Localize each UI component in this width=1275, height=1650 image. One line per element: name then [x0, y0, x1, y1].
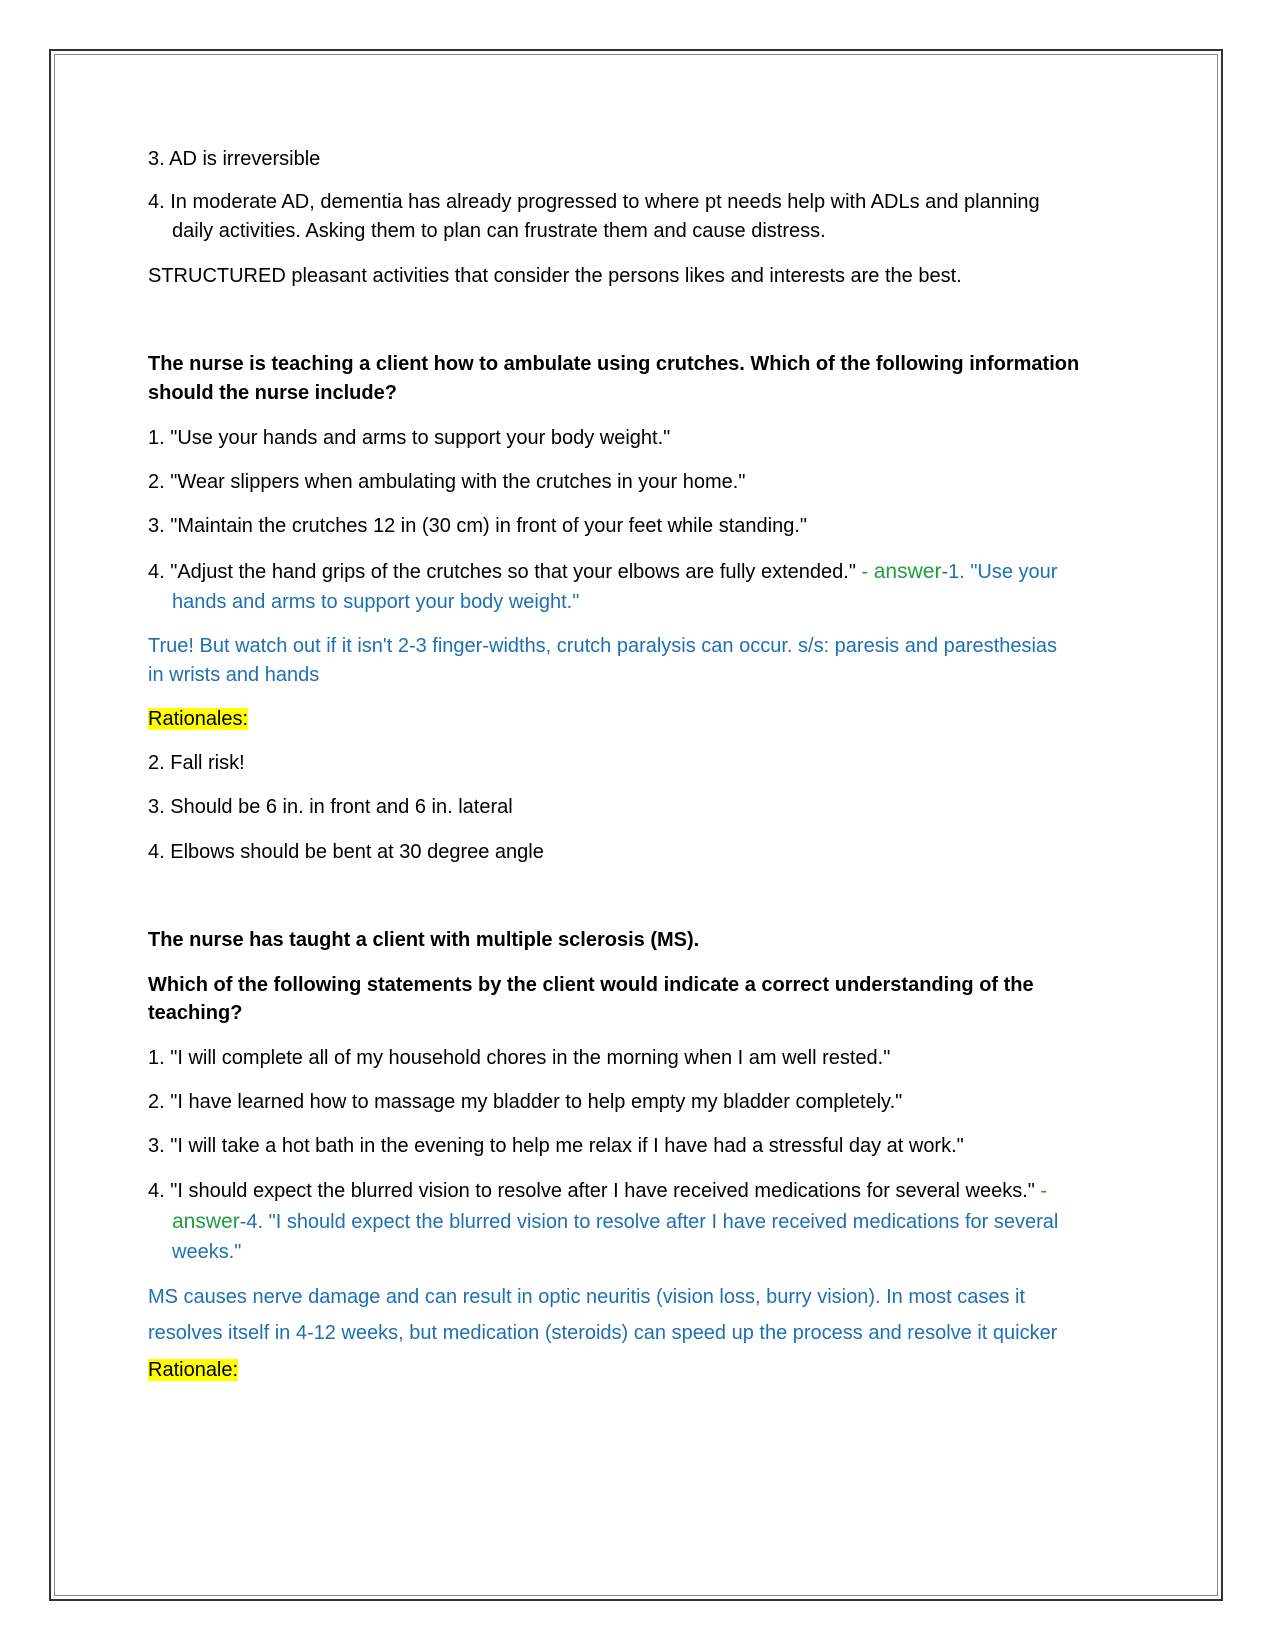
ms-explanation-line-2: resolves itself in 4-12 weeks, but medication (steroids) can speed up the process and resolve it quicker [148, 1322, 1058, 1344]
crutches-explanation-line-2: in wrists and hands [148, 664, 320, 686]
crutches-question-stem-line-1: The nurse is teaching a client how to ambulate using crutches. Which of the following information [148, 353, 1080, 375]
crutches-rationale-3: 3. Should be 6 in. in front and 6 in. lateral [148, 796, 513, 818]
ms-option-4: 4. "I should expect the blurred vision to resolve after I have received medications for several weeks." [148, 1180, 1035, 1202]
crutches-rationales-heading [148, 704, 248, 734]
ms-option-4-row [148, 1176, 1047, 1206]
ms-answer-row [172, 1207, 1058, 1237]
ad-item-4-line-1: 4. In moderate AD, dementia has already progressed to where pt needs help with ADLs and planning [148, 191, 1040, 213]
ms-rationale-heading [148, 1355, 238, 1385]
ms-question-stem-a: The nurse has taught a client with multiple sclerosis (MS). [148, 929, 700, 951]
ms-answer-text-line-2: weeks." [172, 1241, 242, 1263]
ad-note: STRUCTURED pleasant activities that consider the persons likes and interests are the best. [148, 265, 962, 287]
ms-rationale-label: Rationale: [148, 1359, 239, 1381]
ms-answer-text-line-1: -4. "I should expect the blurred vision to resolve after I have received medications for several [239, 1211, 1059, 1233]
crutches-rationales-label: Rationales: [148, 708, 249, 730]
crutches-option-4-with-answer [148, 557, 1057, 587]
crutches-answer-dash: - [855, 561, 874, 583]
ms-option-1: 1. "I will complete all of my household chores in the morning when I am well rested." [148, 1047, 891, 1069]
crutches-rationale-4: 4. Elbows should be bent at 30 degree angle [148, 841, 544, 863]
crutches-option-1: 1. "Use your hands and arms to support your body weight." [148, 427, 671, 449]
ms-explanation-line-1: MS causes nerve damage and can result in optic neuritis (vision loss, burry vision). In most cases it [148, 1286, 1026, 1308]
ms-option-3: 3. "I will take a hot bath in the evening to help me relax if I have had a stressful day at work." [148, 1135, 964, 1157]
ms-question-stem-b-line-2: teaching? [148, 1002, 243, 1024]
crutches-option-4: 4. "Adjust the hand grips of the crutches so that your elbows are fully extended." [148, 561, 856, 583]
crutches-answer-text-line-2: hands and arms to support your body weight." [172, 591, 580, 613]
crutches-option-2: 2. "Wear slippers when ambulating with the crutches in your home." [148, 471, 746, 493]
ms-answer-label: answer [172, 1210, 240, 1233]
ms-question-stem-b-line-1: Which of the following statements by the client would indicate a correct understanding of the [148, 974, 1034, 996]
ms-answer-dash: - [1034, 1180, 1048, 1202]
crutches-question-stem-line-2: should the nurse include? [148, 382, 397, 404]
ms-option-2: 2. "I have learned how to massage my bladder to help empty my bladder completely." [148, 1091, 903, 1113]
crutches-option-3: 3. "Maintain the crutches 12 in (30 cm) in front of your feet while standing." [148, 515, 807, 537]
ad-item-3: 3. AD is irreversible [148, 148, 321, 170]
ad-item-4-line-2: daily activities. Asking them to plan can frustrate them and cause distress. [172, 220, 826, 242]
crutches-explanation-line-1: True! But watch out if it isn't 2-3 finger-widths, crutch paralysis can occur. s/s: paresis and paresthesias [148, 635, 1058, 657]
crutches-rationale-2: 2. Fall risk! [148, 752, 245, 774]
crutches-answer-label: answer [873, 560, 942, 583]
crutches-answer-text-line-1: -1. "Use your [941, 561, 1058, 583]
